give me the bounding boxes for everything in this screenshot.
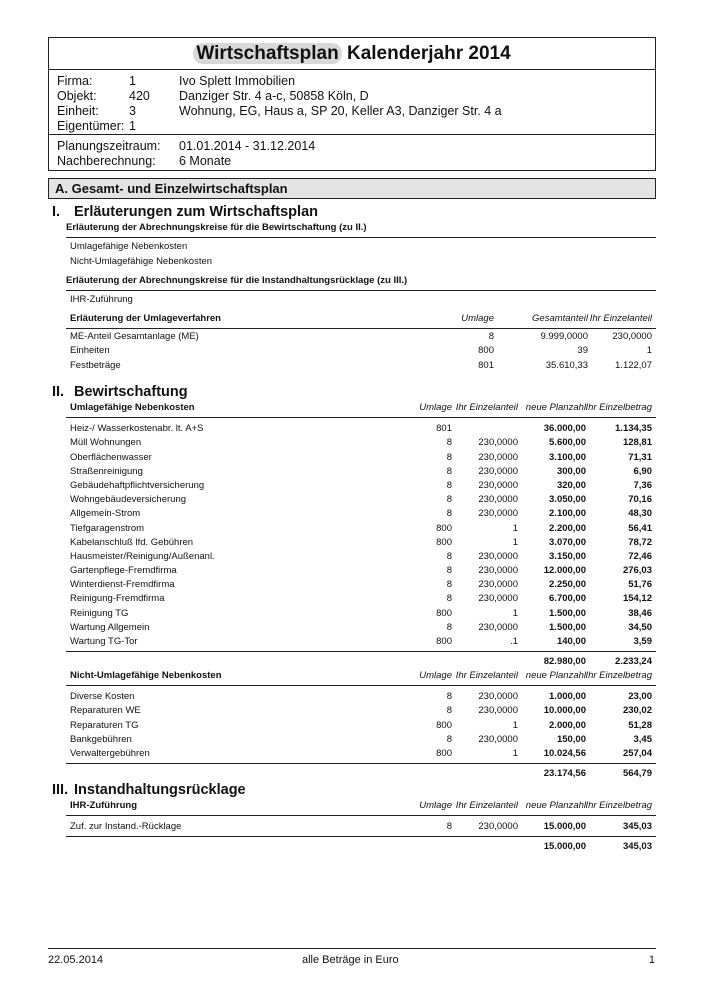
cell-value: 72,46: [628, 550, 652, 562]
table-title: Erläuterung der Umlageverfahren: [70, 313, 221, 324]
column-header: Ihr Einzelanteil: [589, 313, 652, 324]
cell-value: 6.700,00: [549, 593, 586, 605]
column-header: Umlage: [419, 670, 452, 681]
cell-value: 78,72: [628, 536, 652, 548]
table-row: [66, 507, 656, 521]
cell-value: 8: [446, 479, 452, 491]
cell-value: 9.999,0000: [540, 331, 588, 343]
cell-value: 10.024,56: [543, 747, 586, 759]
cell-value: 10.000,00: [543, 705, 586, 717]
column-header: Ihr Einzelbetrag: [585, 402, 652, 413]
cell-value: 230,0000: [478, 494, 518, 506]
cell-value: 300,00: [556, 465, 586, 477]
cell-value: 8: [446, 691, 452, 703]
row-label: Zuf. zur Instand.-Rücklage: [70, 821, 182, 833]
cell-value: 230,0000: [478, 565, 518, 577]
cell-value: 3.150,00: [549, 550, 586, 562]
total-planzahl: 15.000,00: [543, 841, 586, 853]
plan-value: 01.01.2014 - 31.12.2014: [179, 139, 316, 153]
cell-value: 35.610,33: [545, 359, 588, 371]
total-row: [66, 767, 656, 781]
table-header: [66, 401, 656, 415]
column-header: Ihr Einzelbetrag: [585, 670, 652, 681]
cell-value: 36.000,00: [543, 423, 586, 435]
info-number: 1: [129, 74, 136, 88]
row-label: Reparaturen TG: [70, 719, 139, 731]
table-row: [66, 479, 656, 493]
total-planzahl: 23.174,56: [543, 768, 586, 780]
cell-value: 128,81: [622, 437, 652, 449]
column-header: Gesamtanteil: [532, 313, 588, 324]
column-header: Umlage: [461, 313, 494, 324]
cell-value: 48,30: [628, 508, 652, 520]
cell-value: 8: [446, 621, 452, 633]
row-label: Allgemein-Strom: [70, 508, 141, 520]
info-number: 1: [129, 119, 136, 133]
row-label: Müll Wohnungen: [70, 437, 142, 449]
table-header: [66, 669, 656, 683]
column-header: neue Planzahl: [525, 670, 586, 681]
cell-value: 150,00: [556, 733, 586, 745]
cell-value: 1: [512, 719, 518, 731]
ihr-zufuehrung-table: [66, 799, 656, 855]
table-row: [66, 359, 656, 373]
cell-value: 2.250,00: [549, 579, 586, 591]
plan-value: 6 Monate: [179, 154, 232, 168]
cell-value: 3,59: [633, 636, 652, 647]
row-label: Tiefgaragenstrom: [70, 522, 145, 534]
plan-label: Planungszeitraum:: [57, 139, 161, 153]
cell-value: 1: [512, 522, 518, 534]
cell-value: 8: [446, 550, 452, 562]
table-row: [66, 635, 656, 649]
cell-value: 320,00: [556, 479, 586, 491]
list-item: Nicht-Umlagefähige Nebenkosten: [70, 256, 213, 267]
cell-value: 230,0000: [478, 593, 518, 605]
cell-value: 70,16: [628, 494, 652, 506]
table-row: [66, 493, 656, 507]
cell-value: 8: [446, 565, 452, 577]
footer-divider: [48, 948, 656, 949]
cell-value: 230,0000: [478, 691, 518, 703]
cell-value: 230,0000: [478, 621, 518, 633]
table-row: [66, 436, 656, 450]
table-row: [66, 422, 656, 436]
row-label: Gartenpflege-Fremdfirma: [70, 565, 177, 577]
cell-value: 23,00: [628, 691, 652, 703]
cell-value: 345,03: [622, 821, 652, 833]
table-title: IHR-Zuführung: [70, 800, 138, 811]
info-value: Wohnung, EG, Haus a, SP 20, Keller A3, Danziger Str. 4 a: [179, 104, 502, 118]
column-header: Ihr Einzelanteil: [455, 670, 518, 681]
cell-value: 1.000,00: [549, 691, 586, 703]
row-label: Hausmeister/Reinigung/Außenanl.: [70, 550, 215, 562]
cell-value: 8: [446, 437, 452, 449]
column-header: Ihr Einzelanteil: [455, 800, 518, 811]
page-number: 1: [648, 954, 655, 966]
column-header: Umlage: [419, 402, 452, 413]
cell-value: 2.200,00: [549, 522, 586, 534]
column-header: Ihr Einzelbetrag: [585, 800, 652, 811]
info-label: Einheit:: [57, 104, 99, 118]
list-item: Umlagefähige Nebenkosten: [70, 241, 188, 252]
cell-value: 3.050,00: [549, 494, 586, 506]
table-row: [66, 820, 656, 834]
cell-value: 3.100,00: [549, 451, 586, 463]
row-label: Verwaltergebühren: [70, 747, 150, 759]
table-row: [66, 747, 656, 761]
cell-value: 230,0000: [478, 579, 518, 591]
cell-value: .1: [510, 636, 518, 647]
plan-label: Nachberechnung:: [57, 154, 156, 168]
cell-value: 1.122,07: [615, 359, 652, 371]
cell-value: 800: [436, 607, 452, 619]
row-label: Heiz-/ Wasserkostenabr. lt. A+S: [70, 423, 204, 435]
column-header: neue Planzahl: [525, 800, 586, 811]
cell-value: 1: [512, 536, 518, 548]
row-label: Bankgebühren: [70, 733, 132, 745]
cell-value: 800: [436, 719, 452, 731]
cell-value: 51,28: [628, 719, 652, 731]
divider: [66, 290, 656, 291]
section-3-heading: [52, 782, 246, 798]
info-number: 420: [129, 89, 150, 103]
row-label: Einheiten: [70, 345, 110, 357]
section-number: I.: [52, 204, 61, 220]
cell-value: 257,04: [622, 747, 652, 759]
cell-value: 8: [446, 451, 452, 463]
total-einzelbetrag: 564,79: [622, 768, 652, 780]
table-row: [66, 621, 656, 635]
row-label: Oberflächenwasser: [70, 451, 152, 463]
info-value: Ivo Splett Immobilien: [179, 74, 296, 88]
cell-value: 800: [478, 345, 494, 357]
cell-value: 8: [446, 508, 452, 520]
title-highlight: Wirtschaftsplan: [193, 43, 341, 64]
cell-value: 1.500,00: [549, 607, 586, 619]
table-row: [66, 465, 656, 479]
cell-value: 1.500,00: [549, 621, 586, 633]
divider: [66, 237, 656, 238]
table-row: [66, 344, 656, 358]
cell-value: 230,02: [622, 705, 652, 717]
table-row: [66, 607, 656, 621]
cell-value: 230,0000: [478, 465, 518, 477]
table-row: [66, 550, 656, 564]
umlagefaehige-nebenkosten-table: [66, 401, 656, 669]
cell-value: 230,0000: [612, 331, 652, 343]
cell-value: 2.100,00: [549, 508, 586, 520]
column-header: Ihr Einzelanteil: [455, 402, 518, 413]
total-einzelbetrag: 2.233,24: [615, 656, 652, 668]
cell-value: 140,00: [556, 636, 586, 647]
table-header: [66, 799, 656, 813]
footer-date: 22.05.2014: [48, 954, 104, 966]
section-title: Instandhaltungsrücklage: [74, 782, 246, 798]
cell-value: 2.000,00: [549, 719, 586, 731]
row-label: Reparaturen WE: [70, 705, 141, 717]
cell-value: 8: [446, 821, 452, 833]
table-row: [66, 704, 656, 718]
cell-value: 3.070,00: [549, 536, 586, 548]
umlageverfahren-table: [66, 312, 656, 373]
row-label: Wartung Allgemein: [70, 621, 150, 633]
total-row: [66, 655, 656, 669]
row-label: Gebäudehaftpflichtversicherung: [70, 479, 205, 491]
cell-value: 230,0000: [478, 437, 518, 449]
section-1-heading: [52, 204, 318, 220]
nicht-umlagefaehige-nebenkosten-table: [66, 669, 656, 781]
cell-value: 15.000,00: [543, 821, 586, 833]
cell-value: 56,41: [628, 522, 652, 534]
cell-value: 800: [436, 636, 452, 647]
row-label: Reinigung-Fremdfirma: [70, 593, 165, 605]
cell-value: 8: [446, 465, 452, 477]
cell-value: 39: [577, 345, 588, 357]
cell-value: 71,31: [628, 451, 652, 463]
row-label: ME-Anteil Gesamtanlage (ME): [70, 331, 199, 343]
total-einzelbetrag: 345,03: [622, 841, 652, 853]
cell-value: 801: [436, 423, 452, 435]
total-planzahl: 82.980,00: [543, 656, 586, 668]
row-label: Straßenreinigung: [70, 465, 143, 477]
cell-value: 230,0000: [478, 550, 518, 562]
row-label: Wohngebäudeversicherung: [70, 494, 187, 506]
table-row: [66, 733, 656, 747]
cell-value: 230,0000: [478, 705, 518, 717]
cell-value: 230,0000: [478, 733, 518, 745]
row-label: Festbeträge: [70, 359, 121, 371]
section-2-heading: [52, 384, 188, 400]
info-box: [48, 69, 656, 135]
cell-value: 12.000,00: [543, 565, 586, 577]
row-label: Kabelanschluß lfd. Gebühren: [70, 536, 194, 548]
page-title: [49, 38, 655, 69]
list-item: IHR-Zuführung: [70, 294, 133, 305]
cell-value: 800: [436, 747, 452, 759]
cell-value: 8: [488, 331, 494, 343]
footer-note: alle Beträge in Euro: [302, 954, 399, 966]
cell-value: 51,76: [628, 579, 652, 591]
table-row: [66, 451, 656, 465]
title-rest: Kalenderjahr 2014: [341, 43, 511, 64]
column-header: Umlage: [419, 800, 452, 811]
cell-value: 230,0000: [478, 479, 518, 491]
cell-value: 8: [446, 733, 452, 745]
cell-value: 8: [446, 705, 452, 717]
cell-value: 800: [436, 522, 452, 534]
cell-value: 230,0000: [478, 451, 518, 463]
info-label: Objekt:: [57, 89, 97, 103]
cell-value: 1: [512, 607, 518, 619]
cell-value: 1: [646, 345, 652, 357]
info-label: Eigentümer:: [57, 119, 125, 133]
info-value: Danziger Str. 4 a-c, 50858 Köln, D: [179, 89, 369, 103]
title-box: [48, 37, 656, 70]
table-title: Umlagefähige Nebenkosten: [70, 402, 195, 413]
table-row: [66, 719, 656, 733]
section-title: Erläuterungen zum Wirtschaftsplan: [74, 204, 318, 220]
divider: [66, 328, 656, 329]
cell-value: 8: [446, 579, 452, 591]
subheading-instandhaltung: Erläuterung der Abrechnungskreise für die Instandhaltungsrücklage (zu III.): [66, 275, 408, 286]
info-label: Firma:: [57, 74, 93, 88]
cell-value: 3,45: [633, 733, 652, 745]
cell-value: 801: [478, 359, 494, 371]
cell-value: 38,46: [628, 607, 652, 619]
section-title: Bewirtschaftung: [74, 384, 188, 400]
cell-value: 276,03: [622, 565, 652, 577]
table-row: [66, 690, 656, 704]
row-label: Wartung TG-Tor: [70, 636, 138, 647]
info-number: 3: [129, 104, 136, 118]
table-row: [66, 330, 656, 344]
cell-value: 5.600,00: [549, 437, 586, 449]
subheading-bewirtschaftung: Erläuterung der Abrechnungskreise für die Bewirtschaftung (zu II.): [66, 222, 367, 233]
column-header: neue Planzahl: [525, 402, 586, 413]
cell-value: 34,50: [628, 621, 652, 633]
cell-value: 154,12: [622, 593, 652, 605]
cell-value: 800: [436, 536, 452, 548]
cell-value: 8: [446, 494, 452, 506]
table-title: Nicht-Umlagefähige Nebenkosten: [70, 670, 222, 681]
total-row: [66, 840, 656, 854]
cell-value: 230,0000: [478, 821, 518, 833]
table-row: [66, 592, 656, 606]
section-number: II.: [52, 384, 65, 400]
cell-value: 6,90: [633, 465, 652, 477]
cell-value: 1.134,35: [615, 423, 652, 435]
table-row: [66, 522, 656, 536]
planning-box: [48, 134, 656, 171]
table-header: [66, 312, 656, 326]
row-label: Reinigung TG: [70, 607, 129, 619]
table-row: [66, 564, 656, 578]
cell-value: 7,36: [633, 479, 652, 491]
row-label: Winterdienst-Fremdfirma: [70, 579, 175, 591]
section-number: III.: [52, 782, 69, 798]
table-row: [66, 578, 656, 592]
row-label: Diverse Kosten: [70, 691, 135, 703]
section-a-heading: A. Gesamt- und Einzelwirtschaftsplan: [48, 178, 656, 199]
cell-value: 230,0000: [478, 508, 518, 520]
table-row: [66, 536, 656, 550]
cell-value: 8: [446, 593, 452, 605]
cell-value: 1: [512, 747, 518, 759]
